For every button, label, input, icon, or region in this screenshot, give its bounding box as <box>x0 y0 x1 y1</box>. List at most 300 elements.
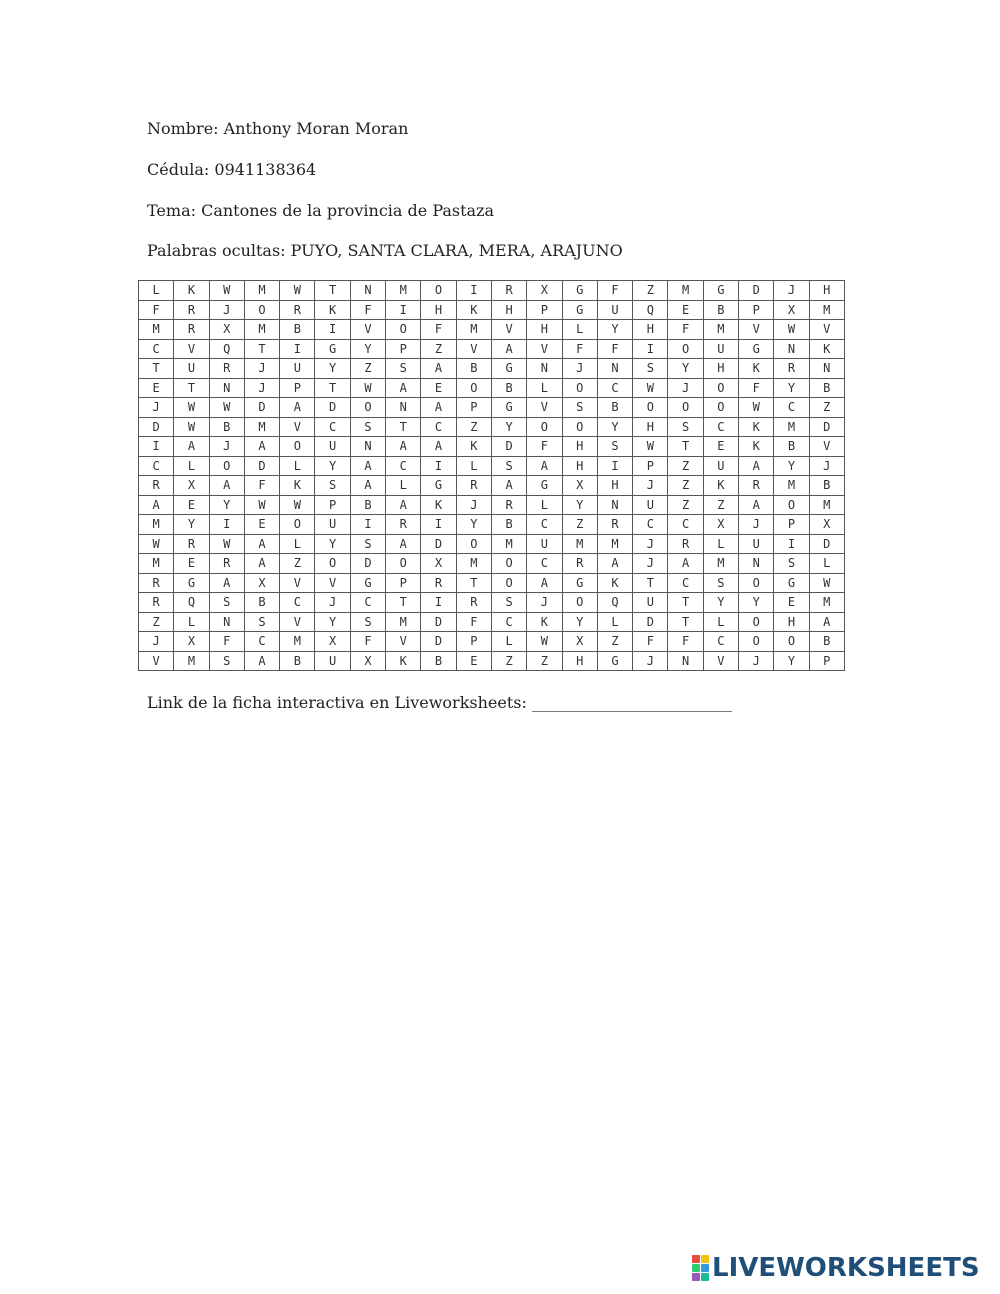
grid-cell[interactable]: N <box>350 437 385 457</box>
grid-cell[interactable]: Z <box>456 417 491 437</box>
grid-cell[interactable]: P <box>633 456 668 476</box>
grid-cell[interactable]: C <box>421 417 456 437</box>
grid-cell[interactable]: F <box>421 320 456 340</box>
grid-cell[interactable]: V <box>386 632 421 652</box>
grid-cell[interactable]: S <box>350 534 385 554</box>
grid-cell[interactable]: Y <box>597 320 632 340</box>
grid-cell[interactable]: B <box>703 300 738 320</box>
grid-cell[interactable]: X <box>703 515 738 535</box>
grid-cell[interactable]: J <box>633 534 668 554</box>
grid-cell[interactable]: P <box>386 573 421 593</box>
grid-cell[interactable]: I <box>209 515 244 535</box>
grid-cell[interactable]: U <box>174 359 209 379</box>
grid-cell[interactable]: G <box>491 398 526 418</box>
grid-cell[interactable]: T <box>668 437 703 457</box>
grid-cell[interactable]: J <box>739 651 774 671</box>
grid-cell[interactable]: D <box>315 398 350 418</box>
grid-cell[interactable]: C <box>703 417 738 437</box>
grid-cell[interactable]: G <box>597 651 632 671</box>
grid-cell[interactable]: C <box>527 554 562 574</box>
grid-cell[interactable]: E <box>139 378 174 398</box>
grid-cell[interactable]: T <box>139 359 174 379</box>
grid-cell[interactable]: R <box>456 476 491 496</box>
grid-cell[interactable]: Y <box>774 378 809 398</box>
grid-cell[interactable]: H <box>562 456 597 476</box>
grid-cell[interactable]: B <box>491 515 526 535</box>
grid-cell[interactable]: E <box>703 437 738 457</box>
grid-cell[interactable]: E <box>244 515 279 535</box>
grid-cell[interactable]: A <box>350 456 385 476</box>
grid-cell[interactable]: Y <box>209 495 244 515</box>
grid-cell[interactable]: G <box>315 339 350 359</box>
grid-cell[interactable]: M <box>562 534 597 554</box>
grid-cell[interactable]: O <box>739 573 774 593</box>
grid-cell[interactable]: M <box>386 612 421 632</box>
grid-cell[interactable]: V <box>527 398 562 418</box>
grid-cell[interactable]: K <box>597 573 632 593</box>
grid-cell[interactable]: N <box>209 612 244 632</box>
grid-cell[interactable]: L <box>527 378 562 398</box>
grid-cell[interactable]: H <box>527 320 562 340</box>
grid-cell[interactable]: R <box>491 495 526 515</box>
grid-cell[interactable]: M <box>139 515 174 535</box>
grid-cell[interactable]: H <box>421 300 456 320</box>
grid-cell[interactable]: B <box>809 476 844 496</box>
grid-cell[interactable]: M <box>456 554 491 574</box>
grid-cell[interactable]: I <box>456 281 491 301</box>
grid-cell[interactable]: T <box>668 612 703 632</box>
grid-cell[interactable]: A <box>244 437 279 457</box>
grid-cell[interactable]: U <box>633 495 668 515</box>
grid-cell[interactable]: S <box>597 437 632 457</box>
grid-cell[interactable]: A <box>527 573 562 593</box>
grid-cell[interactable]: C <box>633 515 668 535</box>
grid-cell[interactable]: G <box>421 476 456 496</box>
grid-cell[interactable]: G <box>350 573 385 593</box>
grid-cell[interactable]: Y <box>174 515 209 535</box>
grid-cell[interactable]: D <box>244 456 279 476</box>
grid-cell[interactable]: D <box>739 281 774 301</box>
grid-cell[interactable]: R <box>174 320 209 340</box>
grid-cell[interactable]: P <box>315 495 350 515</box>
grid-cell[interactable]: A <box>386 495 421 515</box>
grid-cell[interactable]: I <box>386 300 421 320</box>
grid-cell[interactable]: P <box>280 378 315 398</box>
grid-cell[interactable]: W <box>209 534 244 554</box>
grid-cell[interactable]: K <box>386 651 421 671</box>
grid-cell[interactable]: X <box>244 573 279 593</box>
grid-cell[interactable]: L <box>174 612 209 632</box>
grid-cell[interactable]: V <box>527 339 562 359</box>
grid-cell[interactable]: M <box>280 632 315 652</box>
grid-cell[interactable]: O <box>491 554 526 574</box>
grid-cell[interactable]: O <box>739 612 774 632</box>
grid-cell[interactable]: V <box>739 320 774 340</box>
grid-cell[interactable]: W <box>174 398 209 418</box>
grid-cell[interactable]: A <box>527 456 562 476</box>
grid-cell[interactable]: Y <box>315 612 350 632</box>
grid-cell[interactable]: K <box>739 437 774 457</box>
grid-cell[interactable]: V <box>280 612 315 632</box>
grid-cell[interactable]: Y <box>491 417 526 437</box>
grid-cell[interactable]: D <box>350 554 385 574</box>
grid-cell[interactable]: K <box>739 417 774 437</box>
grid-cell[interactable]: V <box>809 437 844 457</box>
grid-cell[interactable]: A <box>421 398 456 418</box>
grid-cell[interactable]: Y <box>774 456 809 476</box>
grid-cell[interactable]: K <box>174 281 209 301</box>
grid-cell[interactable]: C <box>350 593 385 613</box>
grid-cell[interactable]: W <box>527 632 562 652</box>
grid-cell[interactable]: A <box>421 359 456 379</box>
grid-cell[interactable]: L <box>174 456 209 476</box>
grid-cell[interactable]: R <box>209 359 244 379</box>
grid-cell[interactable]: M <box>774 476 809 496</box>
grid-cell[interactable]: E <box>174 495 209 515</box>
grid-cell[interactable]: I <box>350 515 385 535</box>
grid-cell[interactable]: R <box>774 359 809 379</box>
grid-cell[interactable]: H <box>633 417 668 437</box>
grid-cell[interactable]: Y <box>315 534 350 554</box>
grid-cell[interactable]: F <box>597 281 632 301</box>
grid-cell[interactable]: K <box>280 476 315 496</box>
grid-cell[interactable]: Y <box>562 612 597 632</box>
grid-cell[interactable]: C <box>244 632 279 652</box>
grid-cell[interactable]: F <box>209 632 244 652</box>
grid-cell[interactable]: W <box>139 534 174 554</box>
grid-cell[interactable]: V <box>174 339 209 359</box>
grid-cell[interactable]: T <box>386 593 421 613</box>
grid-cell[interactable]: W <box>739 398 774 418</box>
grid-cell[interactable]: V <box>139 651 174 671</box>
grid-cell[interactable]: R <box>386 515 421 535</box>
grid-cell[interactable]: T <box>633 573 668 593</box>
grid-cell[interactable]: K <box>703 476 738 496</box>
grid-cell[interactable]: A <box>491 339 526 359</box>
grid-cell[interactable]: G <box>562 573 597 593</box>
grid-cell[interactable]: N <box>350 281 385 301</box>
grid-cell[interactable]: L <box>703 612 738 632</box>
grid-cell[interactable]: Y <box>350 339 385 359</box>
grid-cell[interactable]: Z <box>139 612 174 632</box>
grid-cell[interactable]: J <box>244 378 279 398</box>
grid-cell[interactable]: F <box>456 612 491 632</box>
grid-cell[interactable]: O <box>386 320 421 340</box>
grid-cell[interactable]: L <box>527 495 562 515</box>
grid-cell[interactable]: Z <box>703 495 738 515</box>
grid-cell[interactable]: M <box>809 300 844 320</box>
grid-cell[interactable]: B <box>491 378 526 398</box>
grid-cell[interactable]: U <box>703 456 738 476</box>
grid-cell[interactable]: Z <box>668 456 703 476</box>
grid-cell[interactable]: S <box>386 359 421 379</box>
grid-cell[interactable]: H <box>562 437 597 457</box>
grid-cell[interactable]: C <box>139 456 174 476</box>
grid-cell[interactable]: Q <box>633 300 668 320</box>
grid-cell[interactable]: X <box>562 632 597 652</box>
grid-cell[interactable]: G <box>174 573 209 593</box>
grid-cell[interactable]: S <box>244 612 279 632</box>
grid-cell[interactable]: F <box>139 300 174 320</box>
grid-cell[interactable]: H <box>774 612 809 632</box>
grid-cell[interactable]: L <box>703 534 738 554</box>
grid-cell[interactable]: Z <box>668 476 703 496</box>
grid-cell[interactable]: V <box>703 651 738 671</box>
grid-cell[interactable]: O <box>668 398 703 418</box>
grid-cell[interactable]: W <box>280 495 315 515</box>
grid-cell[interactable]: M <box>703 320 738 340</box>
grid-cell[interactable]: O <box>703 378 738 398</box>
grid-cell[interactable]: M <box>597 534 632 554</box>
grid-cell[interactable]: I <box>633 339 668 359</box>
grid-cell[interactable]: I <box>280 339 315 359</box>
grid-cell[interactable]: A <box>244 534 279 554</box>
grid-cell[interactable]: M <box>668 281 703 301</box>
grid-cell[interactable]: A <box>386 534 421 554</box>
grid-cell[interactable]: B <box>421 651 456 671</box>
grid-cell[interactable]: R <box>174 534 209 554</box>
grid-cell[interactable]: B <box>244 593 279 613</box>
grid-cell[interactable]: A <box>350 476 385 496</box>
grid-cell[interactable]: J <box>244 359 279 379</box>
grid-cell[interactable]: H <box>633 320 668 340</box>
grid-cell[interactable]: D <box>421 534 456 554</box>
grid-cell[interactable]: W <box>633 437 668 457</box>
grid-cell[interactable]: R <box>562 554 597 574</box>
grid-cell[interactable]: S <box>668 417 703 437</box>
grid-cell[interactable]: Y <box>668 359 703 379</box>
grid-cell[interactable]: J <box>739 515 774 535</box>
grid-cell[interactable]: J <box>774 281 809 301</box>
grid-cell[interactable]: S <box>350 417 385 437</box>
grid-cell[interactable]: O <box>456 534 491 554</box>
grid-cell[interactable]: Y <box>597 417 632 437</box>
grid-cell[interactable]: N <box>668 651 703 671</box>
grid-cell[interactable]: U <box>315 651 350 671</box>
grid-cell[interactable]: S <box>491 593 526 613</box>
grid-cell[interactable]: L <box>139 281 174 301</box>
grid-cell[interactable]: X <box>315 632 350 652</box>
grid-cell[interactable]: Y <box>739 593 774 613</box>
grid-cell[interactable]: O <box>739 632 774 652</box>
grid-cell[interactable]: Q <box>209 339 244 359</box>
grid-cell[interactable]: B <box>809 632 844 652</box>
grid-cell[interactable]: T <box>174 378 209 398</box>
grid-cell[interactable]: U <box>315 515 350 535</box>
grid-cell[interactable]: A <box>280 398 315 418</box>
grid-cell[interactable]: P <box>456 398 491 418</box>
grid-cell[interactable]: C <box>280 593 315 613</box>
grid-cell[interactable]: J <box>562 359 597 379</box>
grid-cell[interactable]: C <box>527 515 562 535</box>
grid-cell[interactable]: A <box>739 495 774 515</box>
grid-cell[interactable]: A <box>421 437 456 457</box>
grid-cell[interactable]: D <box>139 417 174 437</box>
grid-cell[interactable]: U <box>739 534 774 554</box>
grid-cell[interactable]: D <box>491 437 526 457</box>
grid-cell[interactable]: F <box>668 632 703 652</box>
grid-cell[interactable]: L <box>597 612 632 632</box>
grid-cell[interactable]: V <box>456 339 491 359</box>
grid-cell[interactable]: J <box>139 398 174 418</box>
grid-cell[interactable]: R <box>174 300 209 320</box>
grid-cell[interactable]: N <box>527 359 562 379</box>
grid-cell[interactable]: R <box>139 476 174 496</box>
grid-cell[interactable]: A <box>597 554 632 574</box>
grid-cell[interactable]: S <box>562 398 597 418</box>
grid-cell[interactable]: J <box>633 476 668 496</box>
grid-cell[interactable]: J <box>209 300 244 320</box>
grid-cell[interactable]: A <box>386 378 421 398</box>
grid-cell[interactable]: G <box>527 476 562 496</box>
grid-cell[interactable]: N <box>739 554 774 574</box>
grid-cell[interactable]: V <box>315 573 350 593</box>
grid-cell[interactable]: A <box>244 554 279 574</box>
grid-cell[interactable]: C <box>139 339 174 359</box>
grid-cell[interactable]: W <box>280 281 315 301</box>
grid-cell[interactable]: Z <box>668 495 703 515</box>
grid-cell[interactable]: M <box>703 554 738 574</box>
grid-cell[interactable]: L <box>386 476 421 496</box>
grid-cell[interactable]: S <box>209 651 244 671</box>
grid-cell[interactable]: P <box>774 515 809 535</box>
grid-cell[interactable]: D <box>421 632 456 652</box>
grid-cell[interactable]: U <box>315 437 350 457</box>
grid-cell[interactable]: W <box>774 320 809 340</box>
grid-cell[interactable]: Z <box>350 359 385 379</box>
grid-cell[interactable]: X <box>562 476 597 496</box>
grid-cell[interactable]: A <box>491 476 526 496</box>
grid-cell[interactable]: S <box>633 359 668 379</box>
grid-cell[interactable]: F <box>527 437 562 457</box>
grid-cell[interactable]: K <box>456 300 491 320</box>
grid-cell[interactable]: M <box>456 320 491 340</box>
grid-cell[interactable]: A <box>139 495 174 515</box>
grid-cell[interactable]: A <box>209 476 244 496</box>
grid-cell[interactable]: M <box>774 417 809 437</box>
grid-cell[interactable]: O <box>633 398 668 418</box>
grid-cell[interactable]: Z <box>562 515 597 535</box>
grid-cell[interactable]: O <box>703 398 738 418</box>
grid-cell[interactable]: B <box>774 437 809 457</box>
grid-cell[interactable]: O <box>280 437 315 457</box>
grid-cell[interactable]: O <box>244 300 279 320</box>
grid-cell[interactable]: O <box>668 339 703 359</box>
grid-cell[interactable]: J <box>668 378 703 398</box>
grid-cell[interactable]: K <box>456 437 491 457</box>
grid-cell[interactable]: V <box>491 320 526 340</box>
grid-cell[interactable]: K <box>527 612 562 632</box>
grid-cell[interactable]: J <box>139 632 174 652</box>
grid-cell[interactable]: B <box>280 320 315 340</box>
grid-cell[interactable]: W <box>244 495 279 515</box>
grid-cell[interactable]: N <box>809 359 844 379</box>
grid-cell[interactable]: E <box>174 554 209 574</box>
grid-cell[interactable]: T <box>668 593 703 613</box>
grid-cell[interactable]: C <box>491 612 526 632</box>
grid-cell[interactable]: X <box>527 281 562 301</box>
grid-cell[interactable]: Y <box>562 495 597 515</box>
grid-cell[interactable]: M <box>174 651 209 671</box>
grid-cell[interactable]: D <box>633 612 668 632</box>
grid-cell[interactable]: Y <box>456 515 491 535</box>
grid-cell[interactable]: A <box>244 651 279 671</box>
grid-cell[interactable]: O <box>562 378 597 398</box>
grid-cell[interactable]: L <box>280 534 315 554</box>
grid-cell[interactable]: H <box>491 300 526 320</box>
grid-cell[interactable]: U <box>280 359 315 379</box>
grid-cell[interactable]: R <box>739 476 774 496</box>
grid-cell[interactable]: B <box>280 651 315 671</box>
grid-cell[interactable]: R <box>280 300 315 320</box>
grid-cell[interactable]: I <box>597 456 632 476</box>
grid-cell[interactable]: G <box>774 573 809 593</box>
grid-cell[interactable]: I <box>421 456 456 476</box>
grid-cell[interactable]: N <box>209 378 244 398</box>
grid-cell[interactable]: F <box>350 300 385 320</box>
grid-cell[interactable]: G <box>703 281 738 301</box>
grid-cell[interactable]: G <box>739 339 774 359</box>
grid-cell[interactable]: X <box>774 300 809 320</box>
grid-cell[interactable]: M <box>809 593 844 613</box>
grid-cell[interactable]: F <box>739 378 774 398</box>
grid-cell[interactable]: F <box>668 320 703 340</box>
grid-cell[interactable]: K <box>809 339 844 359</box>
grid-cell[interactable]: O <box>421 281 456 301</box>
grid-cell[interactable]: C <box>386 456 421 476</box>
grid-cell[interactable]: O <box>562 417 597 437</box>
grid-cell[interactable]: I <box>315 320 350 340</box>
grid-cell[interactable]: H <box>703 359 738 379</box>
grid-cell[interactable]: X <box>209 320 244 340</box>
grid-cell[interactable]: J <box>527 593 562 613</box>
grid-cell[interactable]: L <box>491 632 526 652</box>
grid-cell[interactable]: V <box>350 320 385 340</box>
grid-cell[interactable]: I <box>421 515 456 535</box>
grid-cell[interactable]: O <box>527 417 562 437</box>
grid-cell[interactable]: M <box>244 417 279 437</box>
grid-cell[interactable]: Z <box>527 651 562 671</box>
grid-cell[interactable]: D <box>421 612 456 632</box>
grid-cell[interactable]: W <box>350 378 385 398</box>
grid-cell[interactable]: T <box>315 281 350 301</box>
grid-cell[interactable]: J <box>633 651 668 671</box>
grid-cell[interactable]: H <box>809 281 844 301</box>
grid-cell[interactable]: C <box>315 417 350 437</box>
grid-cell[interactable]: N <box>774 339 809 359</box>
grid-cell[interactable]: T <box>456 573 491 593</box>
grid-cell[interactable]: C <box>774 398 809 418</box>
grid-cell[interactable]: W <box>209 281 244 301</box>
grid-cell[interactable]: S <box>703 573 738 593</box>
grid-cell[interactable]: O <box>491 573 526 593</box>
grid-cell[interactable]: A <box>809 612 844 632</box>
grid-cell[interactable]: B <box>209 417 244 437</box>
grid-cell[interactable]: X <box>174 476 209 496</box>
grid-cell[interactable]: M <box>139 320 174 340</box>
grid-cell[interactable]: T <box>315 378 350 398</box>
grid-cell[interactable]: W <box>809 573 844 593</box>
grid-cell[interactable]: M <box>491 534 526 554</box>
grid-cell[interactable]: G <box>491 359 526 379</box>
grid-cell[interactable]: B <box>597 398 632 418</box>
grid-cell[interactable]: D <box>809 534 844 554</box>
grid-cell[interactable]: K <box>315 300 350 320</box>
grid-cell[interactable]: S <box>315 476 350 496</box>
grid-cell[interactable]: I <box>139 437 174 457</box>
grid-cell[interactable]: P <box>456 632 491 652</box>
grid-cell[interactable]: T <box>244 339 279 359</box>
